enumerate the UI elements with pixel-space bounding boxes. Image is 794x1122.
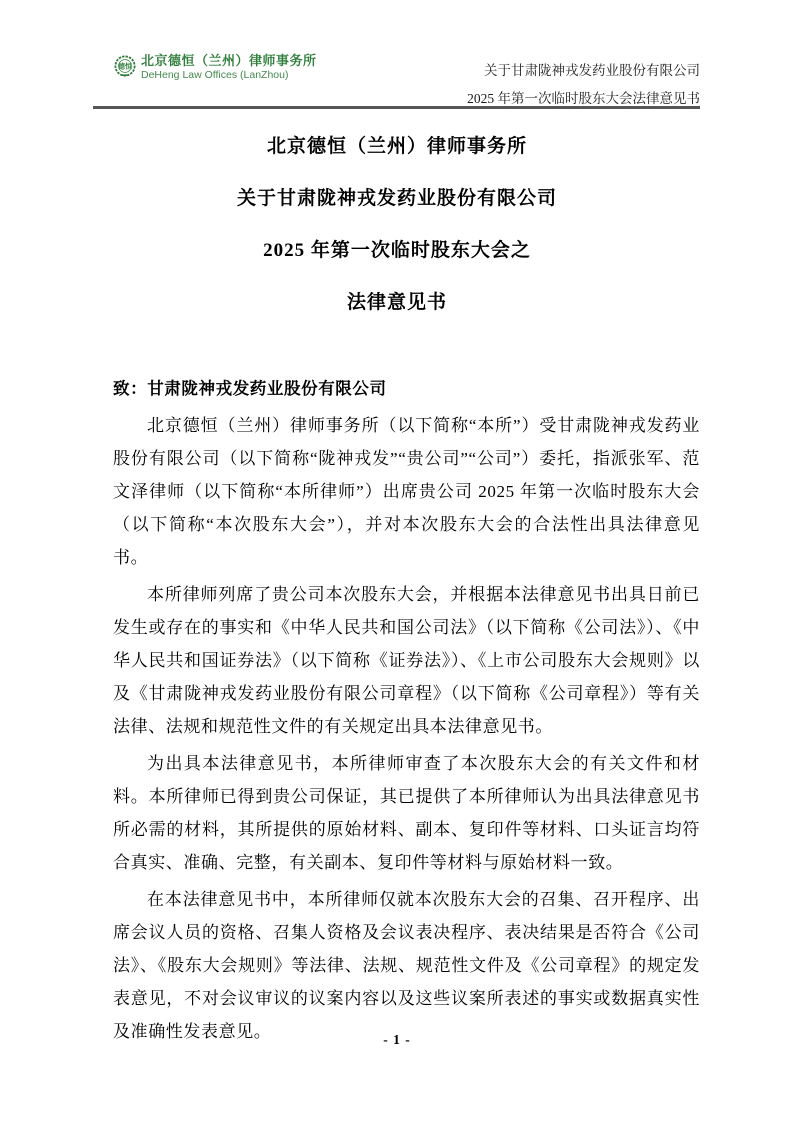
header-company-line: 关于甘肃陇神戎发药业股份有限公司	[484, 63, 700, 78]
paragraph-scope: 在本法律意见书中，本所律师仅就本次股东大会的召集、召开程序、出席会议人员的资格、召集人资格及会议表决程序、表决结果是否符合《公司法》、《股东大会规则》等法律、法规、规范性文件及《公司章程》的规定发表意见，不对会议审议的议案内容以及这些议案所表述的事实或数据真实性及准确性发表意见。	[113, 890, 700, 1041]
deheng-wreath-logo-icon	[114, 55, 136, 77]
document-title-block	[0, 137, 794, 345]
title-line-firm: 北京德恒（兰州）律师事务所	[266, 136, 527, 157]
paragraph-materials: 为出具本法律意见书，本所律师审查了本次股东大会的有关文件和材料。本所律师已得到贵公司保证，其已提供了本所律师认为出具法律意见书所必需的材料，其所提供的原始材料、副本、复印件等材料、口头证言均符合真实、准确、完整，有关副本、复印件等材料与原始材料一致。	[113, 754, 700, 872]
firm-name-en: DeHeng Law Offices (LanZhou)	[141, 69, 289, 81]
header-doctitle-line: 2025 年第一次临时股东大会法律意见书	[467, 91, 700, 106]
title-line-company: 关于甘肃陇神戎发药业股份有限公司	[236, 188, 557, 209]
firm-name-block	[141, 53, 317, 82]
addressee-line: 致：甘肃陇神戎发药业股份有限公司	[113, 379, 387, 398]
page-footer	[0, 1032, 794, 1048]
header-doc-reference	[467, 63, 700, 107]
title-line-doctype: 法律意见书	[346, 292, 447, 313]
svg-text:德恒: 德恒	[118, 62, 132, 71]
firm-name-cn: 北京德恒（兰州）律师事务所	[141, 53, 317, 68]
paragraph-legal-basis: 本所律师列席了贵公司本次股东大会，并根据本法律意见书出具日前已发生或存在的事实和《中华人民共和国公司法》（以下简称《公司法》）、《中华人民共和国证券法》（以下简称《证券法》）、《上市公司股东大会规则》以及《甘肃陇神戎发药业股份有限公司章程》（以下简称《公司章程》）等有关法律、法规和规范性文件的有关规定出具本法律意见书。	[113, 585, 700, 736]
paragraph-engagement: 北京德恒（兰州）律师事务所（以下简称“本所”）受甘肃陇神戎发药业股份有限公司（以下简称“陇神戎发”“贵公司”“公司”）委托，指派张军、范文泽律师（以下简称“本所律师”）出席贵公司 2025 年第一次临时股东大会（以下简称“本次股东大会”），并对本次股东大会的合法性出具法律意见书。	[113, 416, 700, 567]
page-number: - 1 -	[383, 1032, 411, 1047]
document-body	[113, 372, 700, 1048]
title-line-meeting: 2025 年第一次临时股东大会之	[263, 240, 531, 261]
firm-logo-block	[114, 53, 317, 82]
header-divider-rule	[93, 106, 700, 109]
